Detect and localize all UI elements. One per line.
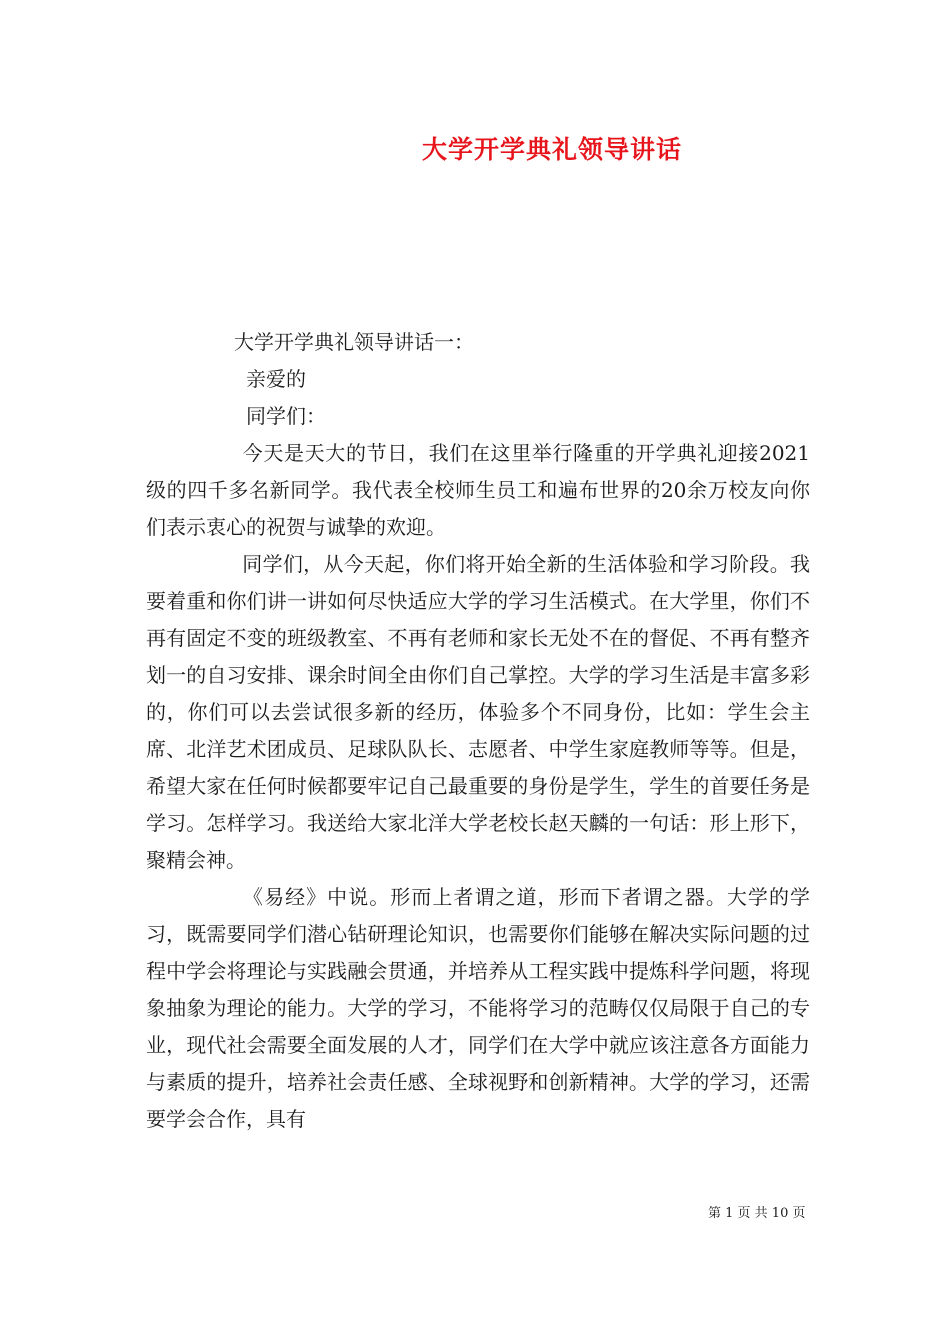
paragraph-1-text: 今天是天大的节日，我们在这里举行隆重的开学典礼迎接2021级的四千多名新同学。我代表全校师生员工和遍布世界的20余万校友向你们表示衷心的祝贺与诚挚的欢迎。 xyxy=(146,441,810,539)
document-body xyxy=(146,324,810,1138)
paragraph-3 xyxy=(146,879,810,1138)
paragraph-3-text: 《易经》中说。形而上者谓之道，形而下者谓之器。大学的学习，既需要同学们潜心钻研理论知识，也需要你们能够在解决实际问题的过程中学会将理论与实践融会贯通，并培养从工程实践中提炼科学问题，将现象抽象为理论的能力。大学的学习，不能将学习的范畴仅仅局限于自己的专业，现代社会需要全面发展的人才，同学们在大学中就应该注意各方面能力与素质的提升，培养社会责任感、全球视野和创新精神。大学的学习，还需要学会合作，具有 xyxy=(146,885,810,1131)
paragraph-2-text: 同学们，从今天起，你们将开始全新的生活体验和学习阶段。我要着重和你们讲一讲如何尽快适应大学的学习生活模式。在大学里，你们不再有固定不变的班级教室、不再有老师和家长无处不在的督促、不再有整齐划一的自习安排、课余时间全由你们自己掌控。大学的学习生活是丰富多彩的，你们可以去尝试很多新的经历，体验多个不同身份，比如：学生会主席、北洋艺术团成员、足球队队长、志愿者、中学生家庭教师等等。但是，希望大家在任何时候都要牢记自己最重要的身份是学生，学生的首要任务是学习。怎样学习。我送给大家北洋大学老校长赵天麟的一句话：形上形下，聚精会神。 xyxy=(146,552,810,872)
paragraph-2 xyxy=(146,546,810,879)
salutation-line-2: 同学们： xyxy=(246,404,326,428)
document-title: 大学开学典礼领导讲话 xyxy=(421,135,682,164)
page-number-footer: 第 1 页 共 10 页 xyxy=(708,1206,806,1221)
section-heading: 大学开学典礼领导讲话一： xyxy=(234,330,474,354)
salutation-line-1: 亲爱的 xyxy=(246,367,306,391)
paragraph-1 xyxy=(146,435,810,546)
